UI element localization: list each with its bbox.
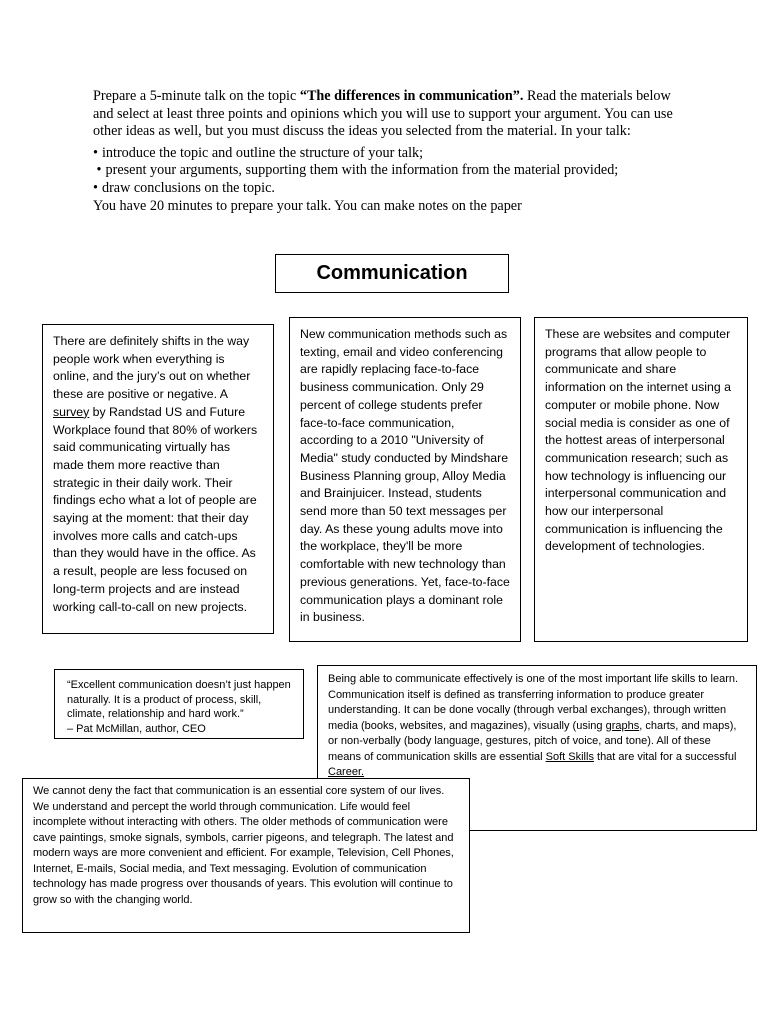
- soft-skills-link[interactable]: Soft Skills: [545, 750, 594, 763]
- quote-box: [54, 669, 304, 739]
- quote-attribution: – Pat McMillan, author, CEO: [67, 722, 206, 735]
- survey-link[interactable]: survey: [53, 404, 90, 419]
- intro-prefix: Prepare a 5-minute talk on the topic: [93, 88, 300, 104]
- task-instructions: [93, 88, 693, 215]
- text-box-communication-skills: Being able to communicate effectively is one of the most important life skills to learn. Communication itself is defined as transferring information to produce greater understanding. It can be done vocally (through verbal exchanges), through written media (books, websites, and magazines), visually (using graphs, charts, and maps), or non-verbally (body language, gestures, pitch of voice, and tone). All of these means of communication skills are essential Soft Skills that are vital for a successful Career.: [317, 665, 757, 831]
- title-box: [275, 254, 509, 293]
- task-bullet-list: [93, 145, 693, 198]
- graphs-link[interactable]: graphs: [605, 719, 640, 732]
- text-box-communication-evolution: We cannot deny the fact that communication is an essential core system of our lives. We understand and percept the world through communication. Life would feel incomplete without interacting with others. The older methods of communication were cave paintings, smoke signals, symbols, carrier pigeons, and telegraph. The latest and modern ways are more convenient and efficient. For example, Television, Cell Phones, Internet, E-mails, Social media, and Text messaging. Evolution of communication technology has made progress over thousands of years. This evolution will continue to grow so with the changing world.: [22, 778, 470, 933]
- quote-text: “Excellent communication doesn’t just happen naturally. It is a product of process, skill, climate, relationship and hard work.”: [67, 679, 291, 720]
- talk-topic: “The differences in communication”.: [299, 88, 524, 104]
- bullet-item: • draw conclusions on the topic.: [93, 179, 275, 196]
- text-box-social-media: These are websites and computer programs that allow people to communicate and share information on the internet using a computer or mobile phone. Now social media is consider as one of the hottest areas of interpersonal communication research; such as how technology is influencing our interpersonal communication and how our interpersonal communication is influencing the development of technologies.: [534, 317, 748, 642]
- text-box-communication-methods: New communication methods such as texting, email and video conferencing are rapidly replacing face-to-face business communication. Only 29 percent of college students prefer face-to-face communication, according to a 2010 "University of Media" study conducted by Mindshare Business Planning group, Alloy Media and Brainjuicer. Instead, students send more than 50 text messages per day. As these young adults move into the workplace, they'll be more comfortable with new technology than previous generations. Yet, face-to-face communication plays a dominant role in business.: [289, 317, 521, 642]
- bullet-item: • introduce the topic and outline the structure of your talk;: [93, 144, 424, 161]
- intro-suffix: Read the materials below and select at least three points and opinions which you will use to support your argument. You can use other ideas as well, but you must discuss the ideas you selected from the material. In your talk:: [93, 88, 673, 140]
- instructions-closing: You have 20 minutes to prepare your talk. You can make notes on the paper: [93, 197, 522, 214]
- career-link[interactable]: Career.: [328, 766, 365, 778]
- page-title: Communication: [316, 262, 468, 284]
- instructions-intro: [93, 88, 693, 141]
- text-box-remote-work: There are definitely shifts in the way people work when everything is online, and the jury’s out on whether these are positive or negative. A survey by Randstad US and Future Workplace found that 80% of workers said communicating virtually has made them more reactive than strategic in their daily work. Their findings echo what a lot of people are saying at the moment: that their day involves more calls and catch-ups than they would have in the office. As a result, people are less focused on long-term projects and are instead working call-to-call on new projects.: [42, 324, 274, 634]
- bullet-item: • present your arguments, supporting them with the information from the material provided;: [96, 162, 619, 179]
